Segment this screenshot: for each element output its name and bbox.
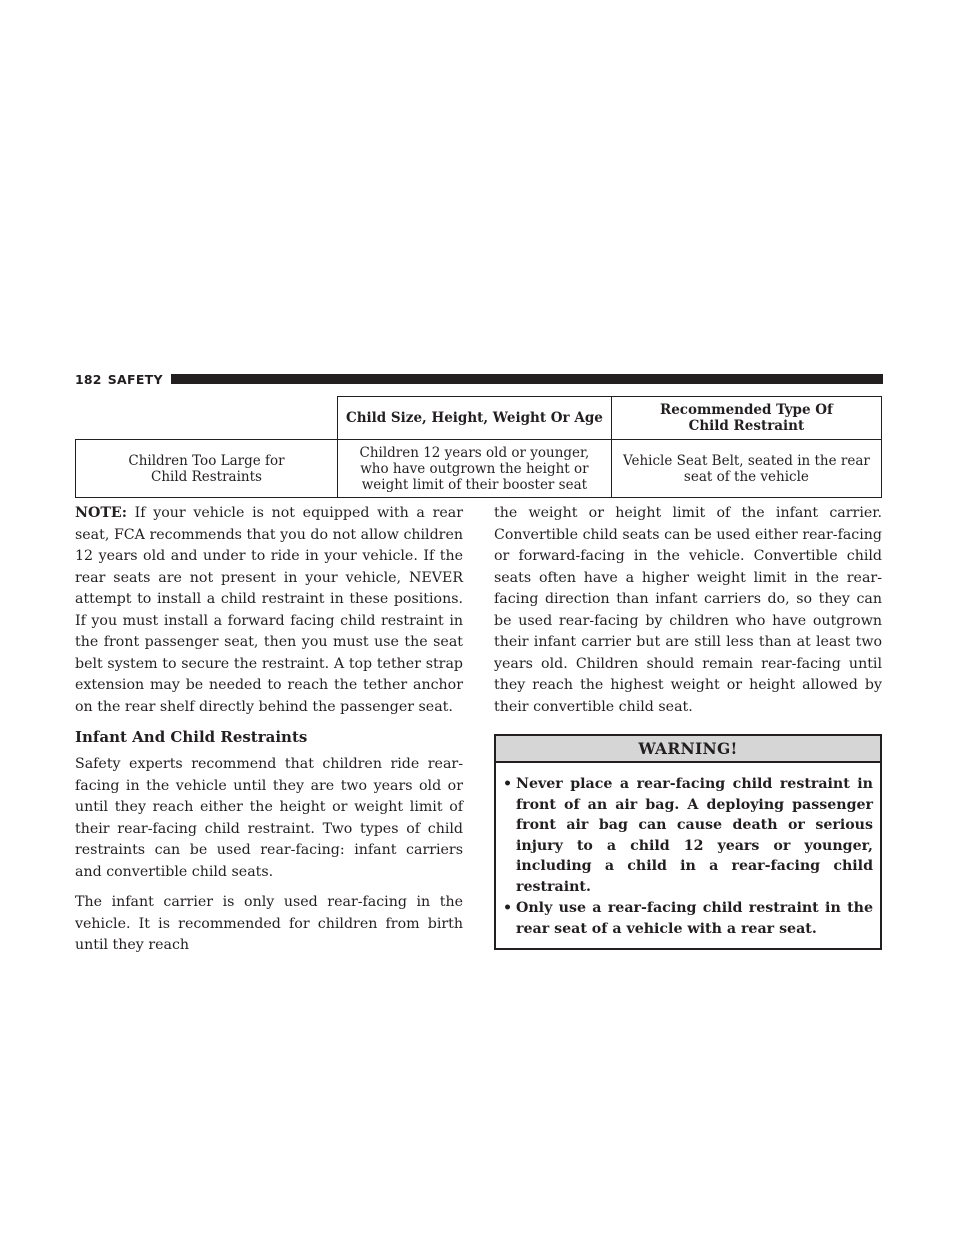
section-heading: Infant And Child Restraints: [75, 728, 308, 746]
note-paragraph: [75, 503, 463, 718]
table-cell: [611, 440, 881, 498]
cell-line: Recommended Type Of: [659, 402, 833, 418]
bullet-icon: •: [503, 900, 513, 916]
cell-line: Vehicle Seat Belt, seated in the rear: [622, 452, 870, 469]
warning-item: [503, 774, 873, 897]
section-title: SAFETY: [107, 371, 163, 387]
cell-line: who have outgrown the height or: [360, 460, 589, 477]
body-paragraph: the weight or height limit of the infant carrier. Convertible child seats can be used either rear-facing or forward-facing in the vehicle. Convertible child seats often have a higher weight limit in the rear-facing direction than infant carriers do, so they can be used rear-facing by children who have outgrown their infant carrier but are still less than at least two years old. Children should remain rear-facing until they reach the highest weight or height allowed by their convertible child seat.: [494, 505, 882, 715]
cell-line: Child Restraints: [151, 468, 262, 485]
warning-text: Only use a rear-facing child restraint in the rear seat of a vehicle with a rear seat.: [516, 900, 873, 937]
table-row: [76, 440, 882, 498]
cell-line: Children 12 years old or younger,: [359, 444, 590, 461]
table-header-cell: [337, 397, 611, 440]
body-paragraph: Safety experts recommend that children ride rear-facing in the vehicle until they are two years old or until they reach either the height or weight limit of their rear-facing child restraint. Two types of child restraints can be used rear-facing: infant carriers and convertible child seats.: [75, 756, 463, 880]
page-number: 182: [75, 371, 102, 387]
table-cell: [337, 440, 611, 498]
bullet-icon: •: [503, 776, 513, 792]
cell-line: Child Size, Height, Weight Or Age: [345, 410, 603, 426]
left-column: [75, 503, 463, 966]
right-column: [494, 503, 882, 950]
cell-line: Children Too Large for: [128, 452, 285, 469]
cell-line: seat of the vehicle: [683, 468, 809, 485]
table-header-cell: [76, 397, 338, 440]
note-text: If your vehicle is not equipped with a rear seat, FCA recommends that you do not allow children 12 years old and under to ride in your vehicle. If the rear seats are not present in your vehicle, NEVER attempt to install a child restraint in these positions. If you must install a forward facing child restraint in the front passenger seat, then you must use the seat belt system to secure the restraint. A top tether strap extension may be needed to reach the tether anchor on the rear shelf directly behind the passenger seat.: [75, 505, 463, 715]
table-header-row: [76, 397, 882, 440]
cell-line: weight limit of their booster seat: [361, 476, 588, 493]
cell-line: Child Restraint: [688, 418, 805, 434]
table-header-cell: [611, 397, 881, 440]
warning-title: WARNING!: [496, 736, 880, 763]
body-paragraph: The infant carrier is only used rear-facing in the vehicle. It is recommended for children from birth until they reach: [75, 894, 463, 953]
header-rule: [171, 374, 883, 384]
note-label: NOTE:: [75, 505, 127, 521]
warning-list: [496, 763, 880, 948]
warning-item: [503, 898, 873, 939]
warning-box: [494, 734, 882, 950]
table-cell: [76, 440, 338, 498]
warning-text: Never place a rear-facing child restraint in front of an air bag. A deploying passenger front air bag can cause death or serious injury to a child 12 years or younger, including a child in a rear-facing child restraint.: [516, 776, 873, 895]
page-header: [75, 372, 883, 386]
child-restraint-table: [75, 396, 882, 498]
